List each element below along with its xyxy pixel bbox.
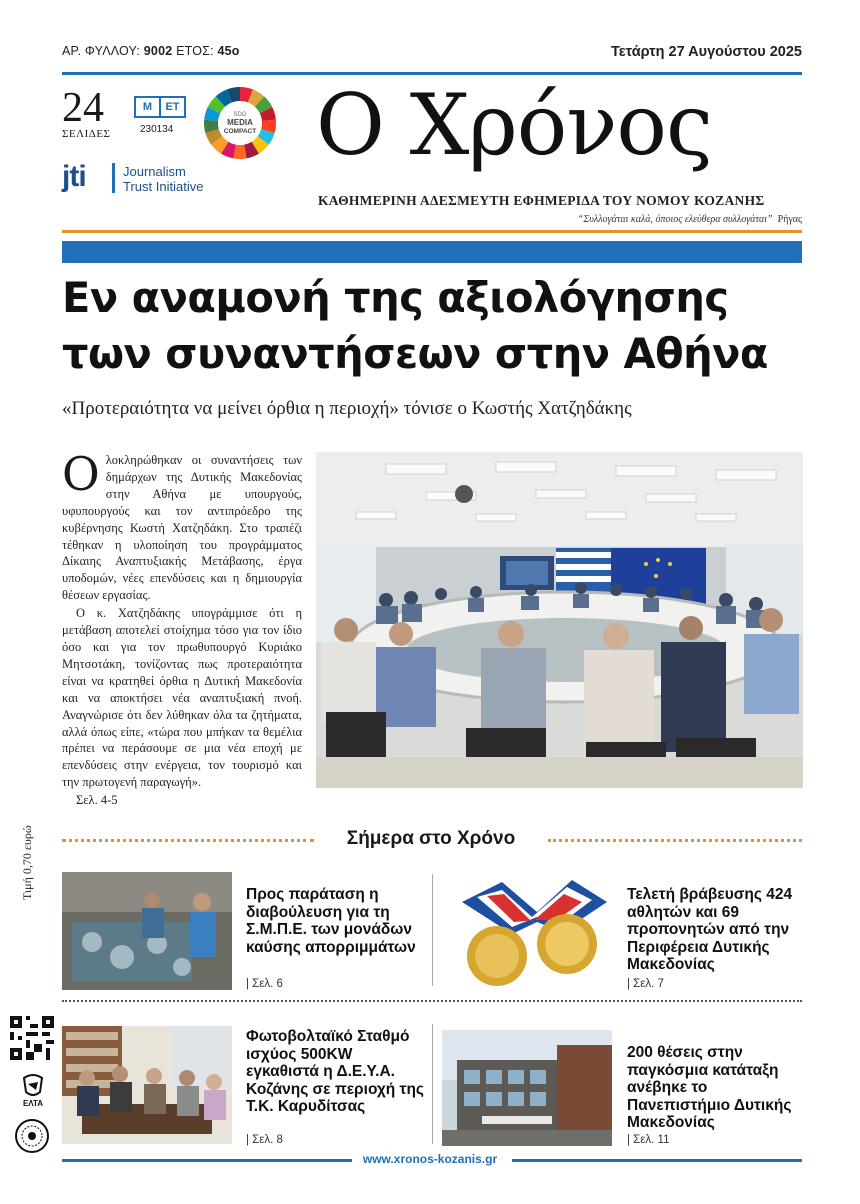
- lead-subheadline: «Προτεραιότητα να μείνει όρθια η περιοχή» τόνισε ο Κωστής Χατζηδάκης: [62, 398, 632, 419]
- page-count-label: ΣΕΛΙΔΕΣ: [62, 128, 111, 140]
- sdg-media-compact-logo: [203, 86, 277, 160]
- publishers-seal-icon: [14, 1118, 50, 1154]
- qr-code-icon[interactable]: [10, 1016, 54, 1060]
- section-divider-right: [548, 839, 802, 842]
- card-ref-1[interactable]: | Σελ. 6: [246, 978, 283, 990]
- lead-paragraph-2: Ο κ. Χατζηδάκης υπογράμμισε ότι η μετάβαση αποτελεί στοίχημα τόσο για τον ίδιο όσο και για τον πρωθυπουργό Κυριάκο Μητσοτάκη, τονίζοντας πως προτεραιότητα είναι να κρατηθεί όρθια η Δυτική Μακεδονία και να αποκτήσει νέα αναπτυξιακή πνοή. Αναγνώρισε ότι δεν λύθηκαν όλα τα ζητήματα, αλλά όπως είπε, «τώρα που μπήκαν τα θεμέλια πρέπει να περάσουμε σε μια νέα εποχή με επενδύσεις στην ενέργεια, τον τουρισμό και την πρωτογενή παραγωγή».: [62, 606, 302, 790]
- lead-paragraph-1: λοκληρώθηκαν οι συναντήσεις των δημάρχων της Δυτικής Μακεδονίας στην Αθήνα με υπουργούς, υφυπουργούς και τον αντιπρόεδρο της κυβέρνησης Κωστή Χατζηδάκη. Στο τραπέζι τέθηκαν η υλοποίηση του προγράμματος Δίκαιης Αναπτυξιακής Μετάβασης, έργα υποδομών, νέες επενδύσεις και η δημιουργία θέσεων εργασίας.: [62, 453, 302, 603]
- medals-photo: [442, 872, 612, 990]
- met-code: 230134: [140, 124, 174, 135]
- lead-body: [62, 447, 302, 810]
- svg-text:MEDIA: MEDIA: [227, 118, 253, 127]
- motto-rule: [62, 230, 802, 233]
- jti-logo: jti: [62, 160, 86, 193]
- issue-date: Τετάρτη 27 Αυγούστου 2025: [610, 44, 802, 60]
- headline-band: [62, 241, 802, 263]
- elta-logo: [18, 1072, 48, 1110]
- waste-plant-photo: [62, 872, 232, 990]
- card-divider-2: [432, 1024, 433, 1144]
- issue-number: 9002: [143, 44, 173, 58]
- card-ref-4[interactable]: | Σελ. 11: [627, 1134, 670, 1146]
- footer-rule-right: [512, 1159, 802, 1162]
- cards-divider: [62, 1000, 802, 1002]
- card-title-2[interactable]: Τελετή βράβευσης 424 αθλητών και 69 προπονητών από την Περιφέρεια Δυτικής Μακεδονίας: [627, 886, 793, 973]
- svg-text:ΕΛΤΑ: ΕΛΤΑ: [22, 1099, 44, 1108]
- jti-divider: [112, 163, 115, 193]
- motto-author: Ρήγας: [777, 214, 802, 225]
- masthead-motto: “Συλλογάται καλά, όποιος ελεύθερα συλλογάται” Ρήγας: [577, 214, 802, 225]
- university-building-photo: [442, 1030, 612, 1146]
- card-title-4[interactable]: 200 θέσεις στην παγκόσμια κατάταξη ανέβηκε το Πανεπιστήμιο Δυτικής Μακεδονίας: [627, 1044, 792, 1131]
- card-title-1[interactable]: Προς παράταση η διαβούλευση για τη Σ.Μ.Π.Ε. των μονάδων καύσης απορριμμάτων: [246, 886, 416, 956]
- drop-cap: Ο: [62, 447, 100, 501]
- masthead-title: Ο Χρόνος: [316, 76, 713, 174]
- page-count: 24: [62, 85, 104, 131]
- met-logo: Μ ΕΤ: [134, 96, 186, 118]
- jti-name: Journalism Trust Initiative: [123, 164, 204, 194]
- card-ref-2[interactable]: | Σελ. 7: [627, 978, 664, 990]
- deya-meeting-photo: [62, 1026, 232, 1144]
- svg-text:COMPACT: COMPACT: [223, 128, 257, 135]
- footer-website-link[interactable]: www.xronos-kozanis.gr: [362, 1152, 498, 1166]
- lead-page-ref: Σελ. 4-5: [76, 793, 118, 808]
- card-divider: [432, 874, 433, 986]
- price-note: Τιμή 0,70 ευρώ: [20, 825, 34, 900]
- meeting-photo: [316, 452, 803, 788]
- section-divider-left: [62, 839, 314, 842]
- year-number: 45ο: [217, 44, 240, 58]
- lead-headline: Εν αναμονή της αξιολόγησης των συναντήσεων στην Αθήνα: [62, 273, 768, 378]
- card-ref-3[interactable]: | Σελ. 8: [246, 1134, 283, 1146]
- card-title-3[interactable]: Φωτοβολταϊκό Σταθμό ισχύος 500KW εγκαθιστά η Δ.Ε.Υ.Α. Κοζάνης σε περιοχή της Τ.Κ. Καρυδίτσας: [246, 1028, 424, 1115]
- section-title: Σήμερα στο Χρόνο: [346, 828, 516, 849]
- issue-info: ΑΡ. ΦΥΛΛΟΥ: 9002 ΕΤΟΣ: 45ο: [62, 44, 240, 58]
- svg-text:SDG: SDG: [233, 112, 247, 118]
- masthead-tagline: ΚΑΘΗΜΕΡΙΝΗ ΑΔΕΣΜΕΥΤΗ ΕΦΗΜΕΡΙΔΑ ΤΟΥ ΝΟΜΟΥ ΚΟΖΑΝΗΣ: [318, 193, 765, 208]
